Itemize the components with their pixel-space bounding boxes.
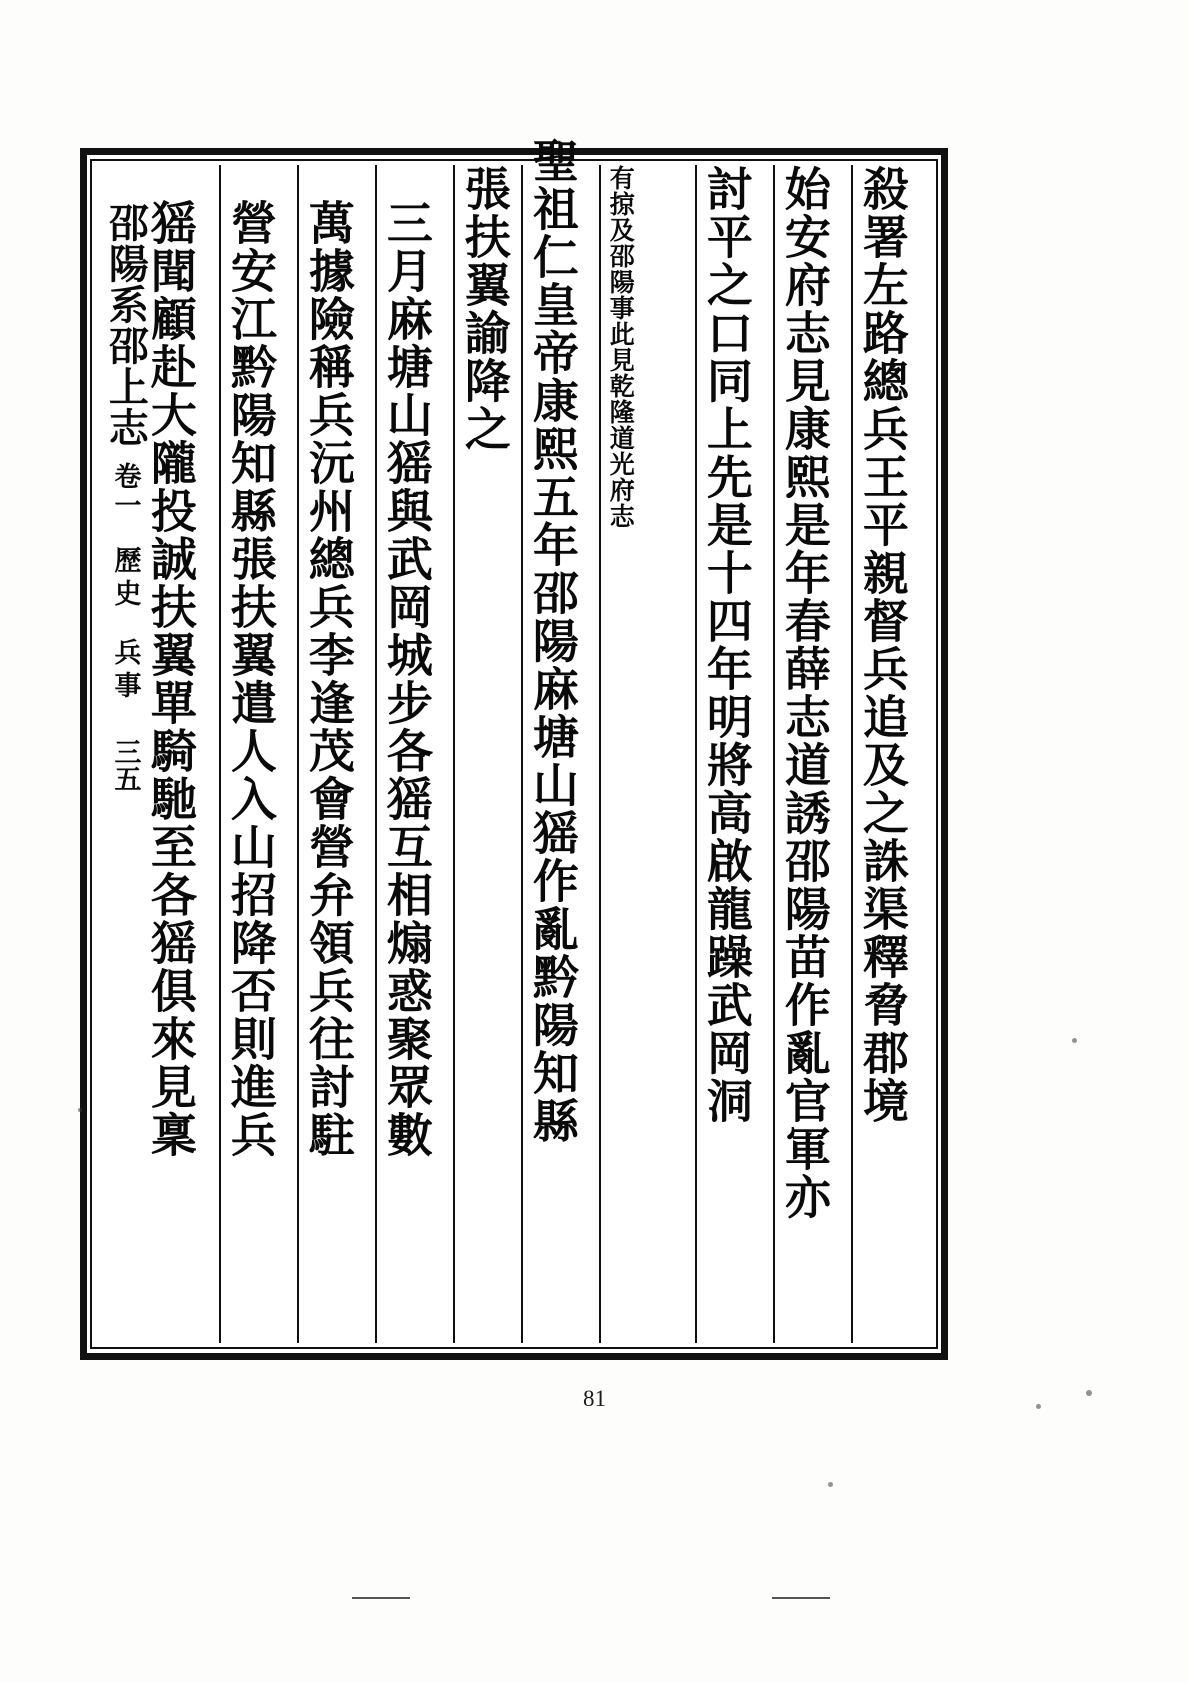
spine-volume-label: 卷一 — [109, 462, 141, 520]
spine-subsection-label: 兵事 — [109, 638, 141, 704]
text-column-8 — [297, 165, 375, 1343]
column-text: 營安江黔陽知縣張扶翼遣人入山招降否則進兵 — [223, 199, 278, 1159]
scan-speck — [1086, 1390, 1092, 1396]
text-column-1 — [851, 165, 929, 1343]
text-column-4-commentary — [599, 165, 695, 1343]
scan-speck — [1036, 1404, 1041, 1409]
column-text: 討平之口同上先是十四年明將高啟龍躁武岡洞 — [699, 165, 754, 1125]
scan-speck — [78, 1108, 82, 1112]
spine-folio-number: 三五 — [109, 738, 141, 792]
spine-banxin-column — [88, 156, 162, 1352]
spine-section-label: 歷史 — [109, 546, 141, 612]
column-text: 始安府志見康熙是年春薛志道誘邵陽苗作亂官軍亦 — [777, 165, 832, 1221]
crop-tick-right — [772, 1597, 830, 1599]
crop-tick-left — [352, 1597, 410, 1599]
text-column-3 — [695, 165, 773, 1343]
scan-speck — [828, 1482, 833, 1487]
text-column-9 — [219, 165, 297, 1343]
column-text: 三月麻塘山猺與武岡城步各猺互相煽惑聚眾數 — [379, 199, 434, 1159]
column-text: 猺聞顧赴大隴投誠扶翼單騎馳至各猺俱來見稟 — [143, 199, 198, 1159]
column-text: 殺署左路總兵王平親督兵追及之誅渠釋脅郡境 — [855, 165, 910, 1125]
column-text: 張扶翼諭降之 — [457, 165, 512, 453]
spine-title: 邵陽系邵上志 — [102, 202, 150, 448]
text-column-6 — [453, 165, 521, 1343]
text-column-7 — [375, 165, 453, 1343]
scan-speck — [1072, 1038, 1077, 1043]
column-text: 聖祖仁皇帝康熙五年邵陽麻塘山猺作亂黔陽知縣 — [525, 137, 580, 1145]
page-number: 81 — [583, 1386, 606, 1411]
column-text: 萬據險稱兵沅州總兵李逢茂會營弁領兵往討駐 — [301, 199, 356, 1159]
text-column-2 — [773, 165, 851, 1343]
text-block-frame — [80, 137, 948, 1360]
text-column-5 — [521, 137, 599, 1343]
text-columns — [99, 137, 929, 1343]
commentary-wrap — [606, 165, 636, 1343]
column-text: 有掠及邵陽事此見乾隆道光府志 — [606, 165, 636, 529]
